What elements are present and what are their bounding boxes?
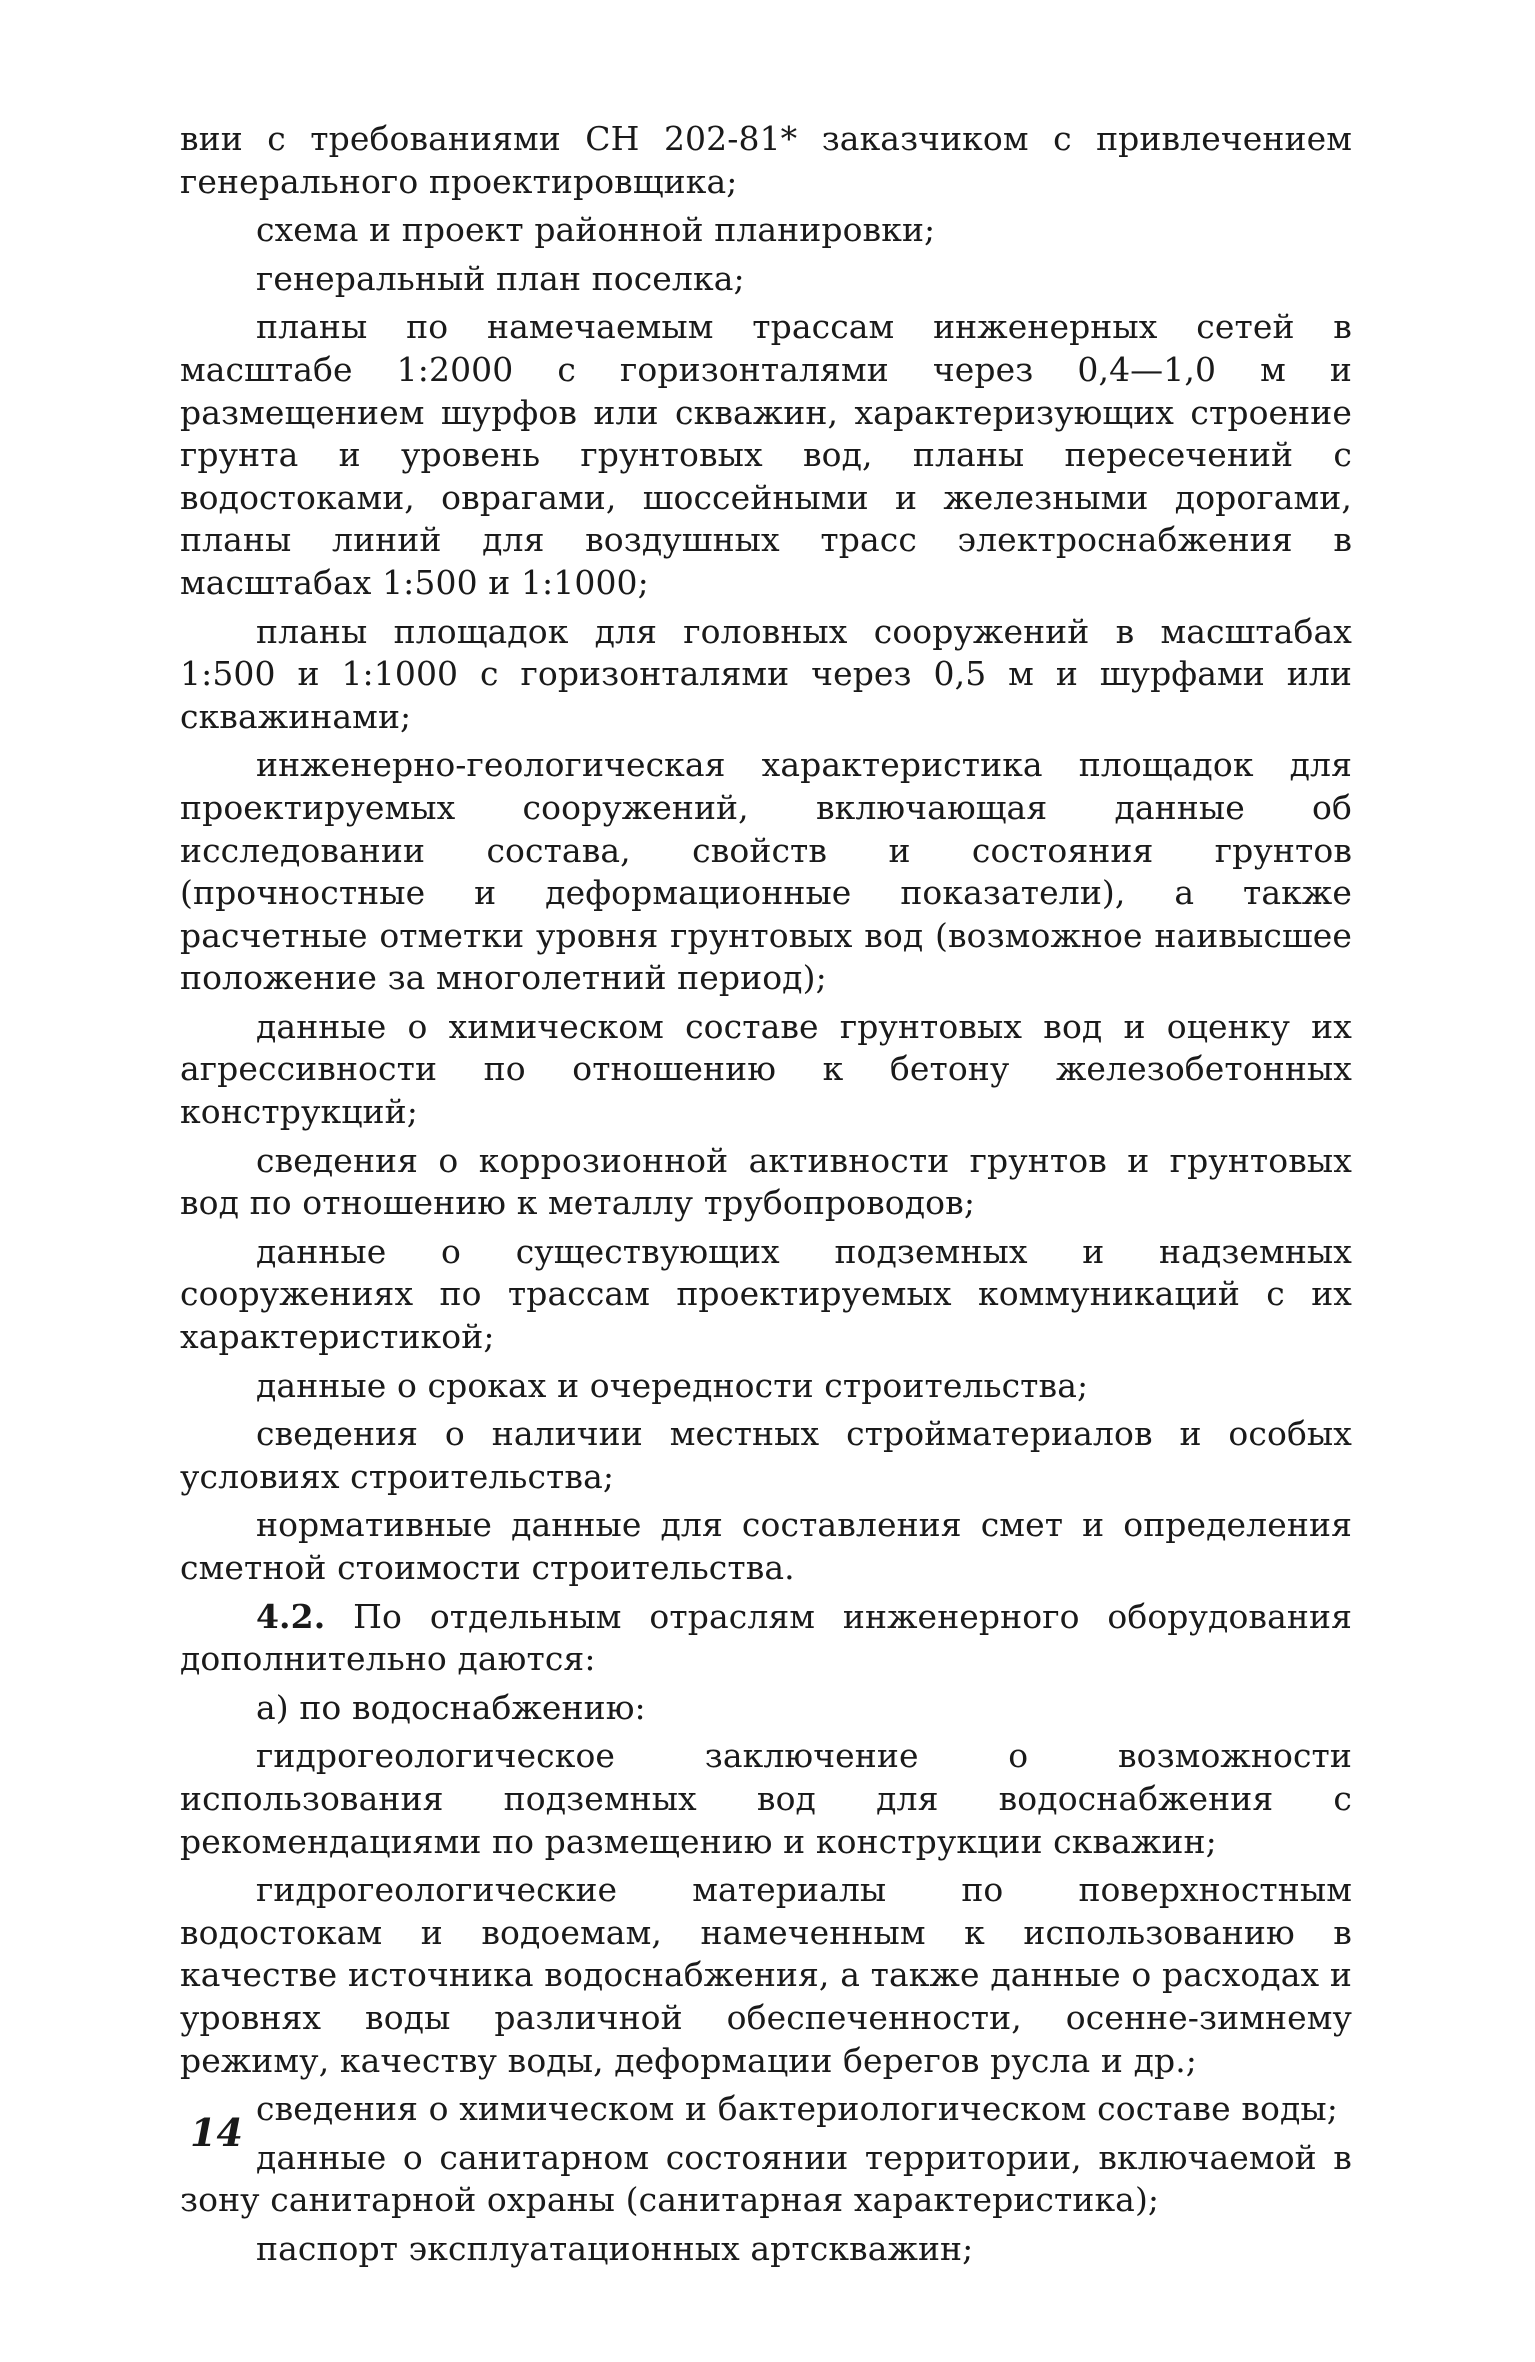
- paragraph-general-plan: генеральный план поселка;: [256, 258, 745, 298]
- paragraph-sanitary-condition: данные о санитарном состоянии территории, включаемой в зону санитарной охраны (санитарная характеристика);: [180, 2137, 1352, 2220]
- paragraph-route-plans: планы по намечаемым трассам инженерных сетей в масштабе 1:2000 с горизонталями через 0,4—1,0 м и размещением шурфов или скважин, характеризующих строение грунта и уровень грунтовых вод, планы пересечений с водостоками, оврагами, шоссейными и железными дорогами, планы линий для воздушных трасс электроснабжения в масштабах 1:500 и 1:1000;: [180, 307, 1352, 602]
- section-number: 4.2.: [256, 1596, 326, 1636]
- paragraph-hydrogeological-materials: гидрогеологические материалы по поверхностным водостокам и водоемам, намеченным к использованию в качестве источника водоснабжения, а также данные о расходах и уровнях воды различной обеспеченности, осенне-зимнему режиму, качеству воды, деформации берегов русла и др.;: [180, 1870, 1352, 2080]
- section-4-2: [180, 1596, 1352, 1681]
- paragraph-water-supply-heading: а) по водоснабжению:: [256, 1687, 646, 1727]
- paragraph-geological-characteristics: инженерно-геологическая характеристика площадок для проектируемых сооружений, включающая данные об исследовании состава, свойств и состояния грунтов (прочностные и деформационные показатели), а также расчетные отметки уровня грунтовых вод (возможное наивысшее положение за многолетний период);: [180, 745, 1352, 998]
- page-number: 14: [190, 2110, 243, 2155]
- paragraph-well-passport: паспорт эксплуатационных артскважин;: [256, 2228, 974, 2268]
- paragraph-continuation: вии с требованиями СН 202-81* заказчиком с привлечением генерального проектировщика;: [180, 119, 1352, 201]
- document-page: [180, 118, 1352, 2277]
- section-text: По отдельным отраслям инженерного оборудования дополнительно даются:: [180, 1596, 1352, 1679]
- paragraph-normative-data: нормативные данные для составления смет и определения сметной стоимости строительства.: [180, 1505, 1352, 1587]
- paragraph-site-plans: планы площадок для головных сооружений в масштабах 1:500 и 1:1000 с горизонталями через 0,5 м и шурфами или скважинами;: [180, 611, 1352, 736]
- paragraph-hydrogeological-conclusion: гидрогеологическое заключение о возможности использования подземных вод для водоснабжения с рекомендациями по размещению и конструкции скважин;: [180, 1736, 1352, 1861]
- paragraph-groundwater-chemistry: данные о химическом составе грунтовых вод и оценку их агрессивности по отношению к бетону железобетонных конструкций;: [180, 1006, 1352, 1132]
- paragraph-existing-structures: данные о существующих подземных и надземных сооружениях по трассам проектируемых коммуникаций с их характеристикой;: [180, 1231, 1352, 1357]
- paragraph-district-scheme: схема и проект районной планировки;: [256, 210, 936, 250]
- paragraph-water-composition: сведения о химическом и бактериологическом составе воды;: [256, 2089, 1338, 2129]
- paragraph-local-materials: сведения о наличии местных стройматериалов и особых условиях строительства;: [180, 1414, 1352, 1496]
- paragraph-corrosion-activity: сведения о коррозионной активности грунтов и грунтовых вод по отношению к металлу трубопроводов;: [180, 1140, 1352, 1223]
- paragraph-construction-terms: данные о сроках и очередности строительства;: [256, 1365, 1089, 1405]
